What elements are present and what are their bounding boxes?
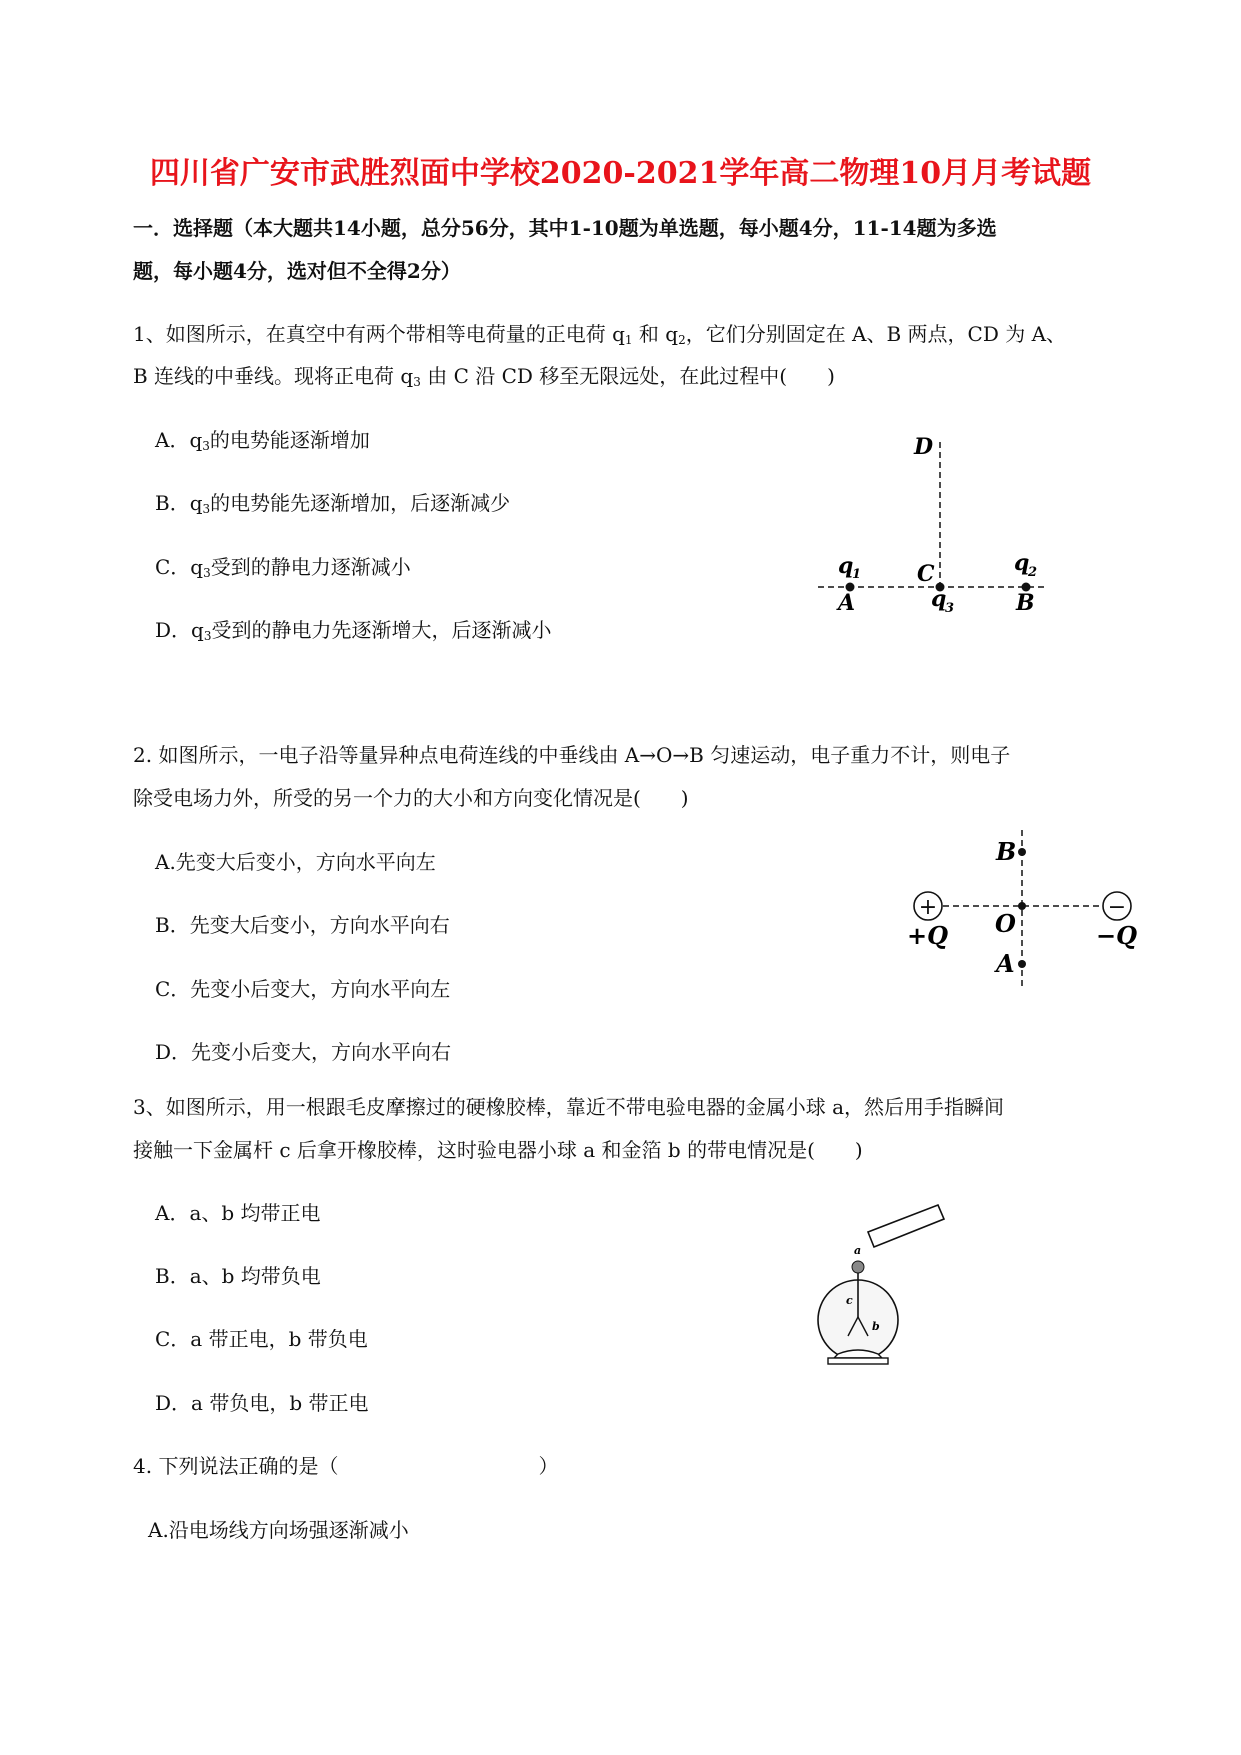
q2-label-a: A xyxy=(996,949,1015,978)
q1-label-d: D xyxy=(914,434,934,460)
q3-stem-line2: 接触一下金属杆 c 后拿开橡胶棒，这时验电器小球 a 和金箔 b 的带电情况是( ) xyxy=(133,1138,863,1162)
q2-minus-sign: − xyxy=(1107,895,1127,920)
q1-option-c[interactable]: C．$q_3$受到的静电力逐渐减小 xyxy=(155,555,411,580)
q4-stem-line1: 4. 下列说法正确的是（ ） xyxy=(133,1454,559,1478)
q3-option-c[interactable]: C．a 带正电，b 带负电 xyxy=(155,1327,368,1351)
q1-option-b[interactable]: B．$q_3$的电势能先逐渐增加，后逐渐减少 xyxy=(155,491,511,516)
q3-stem-line1: 3、如图所示，用一根跟毛皮摩擦过的硬橡胶棒，靠近不带电验电器的金属小球 a，然后用手指瞬间 xyxy=(133,1095,1005,1119)
q3-label-c: c xyxy=(846,1294,853,1307)
q2-label-o: O xyxy=(995,909,1016,938)
page-title: 四川省广安市武胜烈面中学校2020-2021学年高二物理10月月考试题 xyxy=(149,156,1092,191)
q3-option-b[interactable]: B．a、b 均带负电 xyxy=(155,1264,321,1288)
q1-option-a[interactable]: A．$q_3$的电势能逐渐增加 xyxy=(155,428,370,453)
q1-stem-line2: B 连线的中垂线。现将正电荷 $q_3$ 由 C 沿 CD 移至无限远处，在此过程中( ) xyxy=(133,364,835,389)
q1-label-q1-sub: 1 xyxy=(852,567,862,582)
q3-metal-ball xyxy=(852,1261,864,1273)
q3-option-a[interactable]: A．a、b 均带正电 xyxy=(155,1201,321,1225)
q2-option-b[interactable]: B．先变大后变小，方向水平向右 xyxy=(155,913,450,937)
q2-option-a[interactable]: A.先变大后变小，方向水平向左 xyxy=(155,850,436,874)
q3-rubber-rod xyxy=(868,1205,944,1247)
q2-label-minus-q: −Q xyxy=(1096,921,1138,950)
q1-stem-line1: 1、如图所示，在真空中有两个带相等电荷量的正电荷 $q_1$ 和 $q_2$，它们分别固定在 A、B 两点，CD 为 A、 xyxy=(133,322,1067,347)
q2-option-c[interactable]: C．先变小后变大，方向水平向左 xyxy=(155,977,451,1001)
q2-label-plus-q: +Q xyxy=(907,921,949,950)
q2-option-d[interactable]: D．先变小后变大，方向水平向右 xyxy=(155,1040,452,1064)
q3-label-a: a xyxy=(854,1244,862,1257)
q4-option-a[interactable]: A.沿电场线方向场强逐渐减小 xyxy=(148,1518,409,1542)
q1-label-q2-sub: 2 xyxy=(1028,565,1038,580)
q1-label-q1: q xyxy=(838,553,854,579)
q1-label-b: B xyxy=(1016,590,1035,616)
section-heading-line1: 一．选择题（本大题共14小题，总分56分，其中1-10题为单选题，每小题4分，11-14题为多选 xyxy=(133,216,997,240)
q3-option-d[interactable]: D．a 带负电，b 带正电 xyxy=(155,1391,369,1415)
q2-label-b: B xyxy=(996,837,1017,866)
q1-label-a: A xyxy=(838,590,856,616)
q1-option-d[interactable]: D．$q_3$受到的静电力先逐渐增大，后逐渐减小 xyxy=(155,618,552,643)
q1-label-q3: q xyxy=(931,586,947,612)
q1-label-q3-sub: 3 xyxy=(945,601,955,616)
q2-plus-sign: + xyxy=(918,895,938,920)
q2-stem-line2: 除受电场力外，所受的另一个力的大小和方向变化情况是( ) xyxy=(133,786,689,810)
section-heading-line2: 题，每小题4分，选对但不全得2分） xyxy=(133,259,461,283)
q3-base xyxy=(828,1358,888,1364)
q2-stem-line1: 2. 如图所示，一电子沿等量异种点电荷连线的中垂线由 A→O→B 匀速运动，电子重力不计，则电子 xyxy=(133,743,1011,767)
q1-label-c: C xyxy=(917,561,935,587)
q3-label-b: b xyxy=(872,1320,880,1333)
q1-label-q2: q xyxy=(1014,550,1030,576)
